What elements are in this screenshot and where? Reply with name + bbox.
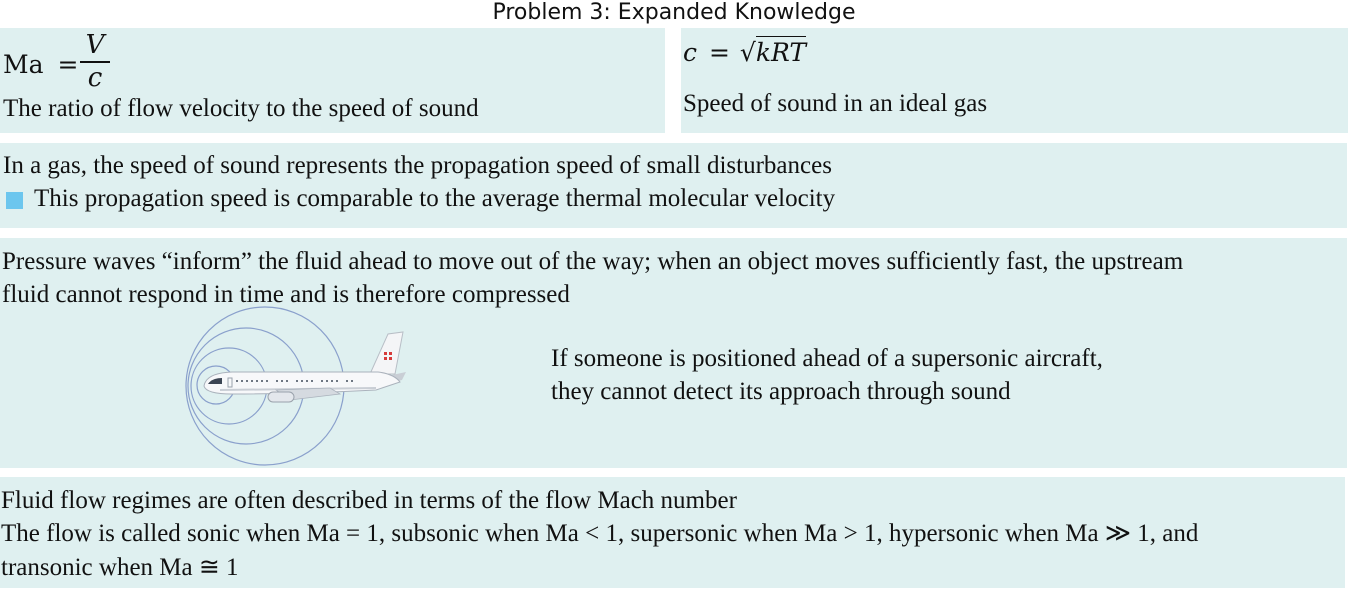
regimes-line-2: The flow is called sonic when Ma = 1, subsonic when Ma < 1, supersonic when Ma > 1, hypersonic when Ma ≫ 1, and <box>1 520 1199 547</box>
pressure-waves-panel <box>0 238 1347 468</box>
disturbance-line-2: This propagation speed is comparable to the average thermal molecular velocity <box>34 185 836 212</box>
page-title: Problem 3: Expanded Knowledge <box>492 0 856 25</box>
mach-equals: = <box>57 50 79 79</box>
sound-speed-equals: = <box>708 38 730 67</box>
mach-description: The ratio of flow velocity to the speed of sound <box>3 95 479 122</box>
disturbance-line-1: In a gas, the speed of sound represents the propagation speed of small disturbances <box>3 152 832 179</box>
regimes-line-1: Fluid flow regimes are often described in terms of the flow Mach number <box>1 487 737 514</box>
pressure-waves-line-1: Pressure waves “inform” the fluid ahead to move out of the way; when an object moves sufficiently fast, the upstream <box>2 248 1184 275</box>
pressure-waves-line-2: fluid cannot respond in time and is therefore compressed <box>2 281 570 308</box>
bullet-square-icon <box>6 192 23 209</box>
mach-formula <box>3 48 78 81</box>
aircraft-pressure-wave-illustration <box>180 302 420 468</box>
sound-speed-panel <box>681 28 1348 133</box>
mach-denominator: c <box>87 62 103 93</box>
aircraft-note-line-1: If someone is positioned ahead of a supersonic aircraft, <box>551 345 1103 372</box>
disturbance-panel <box>0 143 1347 228</box>
sound-speed-lhs: c <box>683 38 698 67</box>
flow-regimes-panel <box>0 477 1345 588</box>
aircraft-note-line-2: they cannot detect its approach through sound <box>551 378 1011 405</box>
sound-speed-formula <box>683 36 806 69</box>
sound-speed-description: Speed of sound in an ideal gas <box>683 90 988 117</box>
mach-definition-panel <box>0 28 665 133</box>
mach-lhs: Ma <box>3 50 44 79</box>
airplane-icon <box>204 332 406 402</box>
sqrt-sign: √ <box>739 38 756 67</box>
mach-numerator: V <box>85 30 105 60</box>
mach-fraction <box>80 30 110 92</box>
sqrt-radicand: kRT <box>755 38 807 67</box>
regimes-line-3: transonic when Ma ≅ 1 <box>1 554 239 581</box>
